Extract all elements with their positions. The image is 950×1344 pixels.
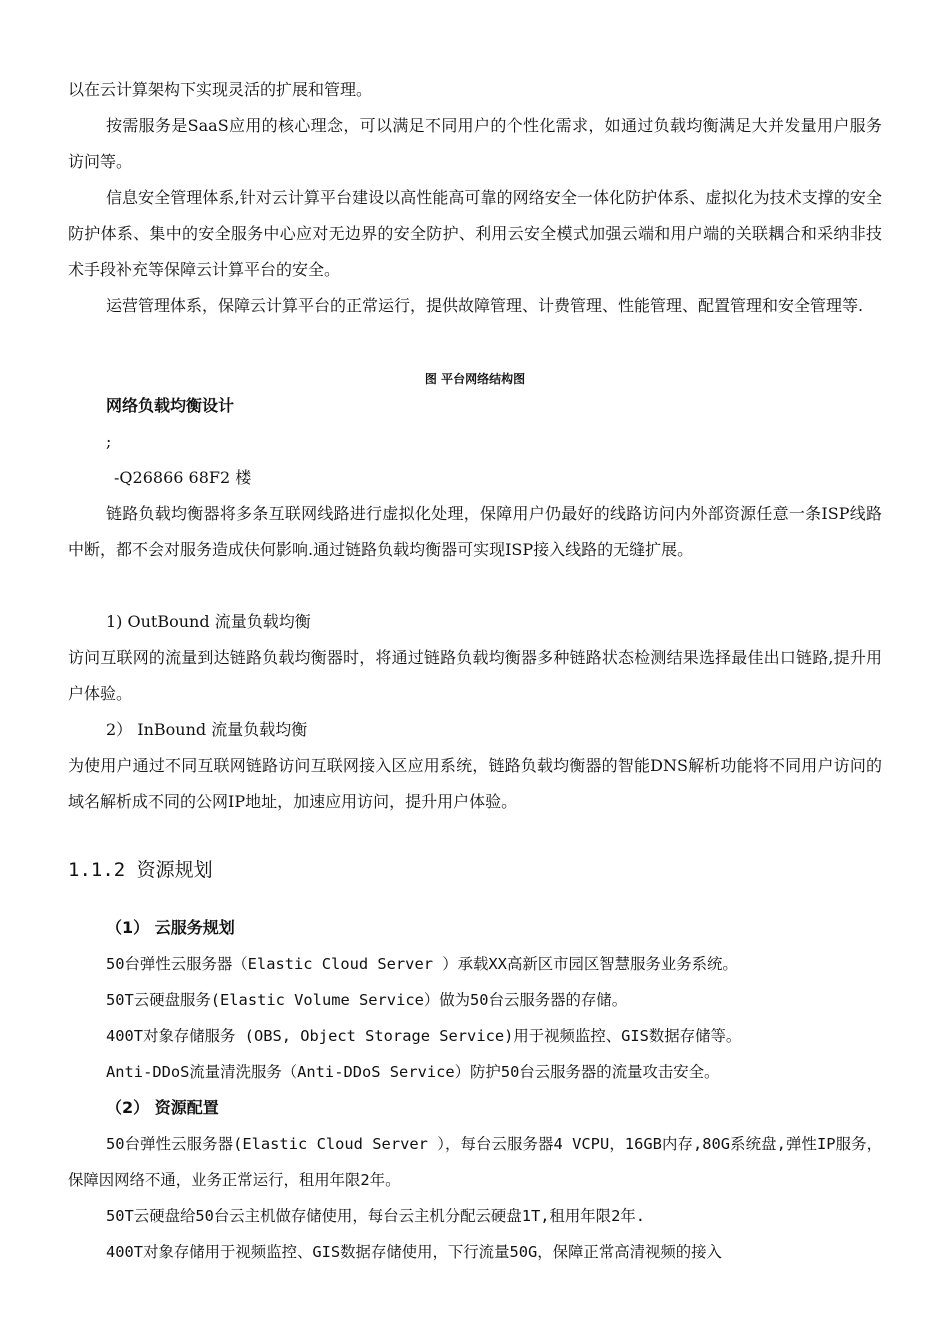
paragraph-operation-system: 运营管理体系，保障云计算平台的正常运行，提供故障管理、计费管理、性能管理、配置管理和安全管理等.: [106, 296, 864, 315]
paragraph-inbound: 为使用户通过不同互联网链路访问互联网接入区应用系统，链路负载均衡器的智能DNS解析功能将不同用户访问的域名解析成不同的公网IP地址，加速应用访问，提升用户体验。: [68, 756, 882, 811]
heading-resource-planning: 1.1.2 资源规划: [68, 859, 213, 881]
list-item-outbound: 1) OutBound 流量负载均衡: [106, 612, 311, 631]
paragraph-link-load-balancer: 链路负载均衡器将多条互联网线路进行虚拟化处理，保障用户仍最好的线路访问内外部资源任意一条ISP线路中断，都不会对服务造成伕何影响.通过链路负载均衡器可实现ISP接入线路的无缝扩展。: [68, 504, 882, 559]
code-line: -Q26866 68F2 楼: [114, 468, 252, 487]
paragraph-evs-config: 50T云硬盘给50台云主机做存储使用，每台云主机分配云硬盘1T,租用年限2年.: [106, 1207, 645, 1225]
paragraph-on-demand-service: 按需服务是SaaS应用的核心理念，可以满足不同用户的个性化需求，如通过负载均衡满足大并发量用户服务访问等。: [68, 116, 882, 171]
list-item-inbound: 2） InBound 流量负载均衡: [106, 720, 308, 739]
semicolon-line: ;: [106, 432, 112, 451]
paragraph-outbound: 访问互联网的流量到达链路负载均衡器时，将通过链路负载均衡器多种链路状态检测结果选择最佳出口链路,提升用户体验。: [68, 648, 882, 703]
figure-caption: 图 平台网络结构图: [424, 372, 526, 386]
paragraph-evs: 50T云硬盘服务(Elastic Volume Service）做为50台云服务器的存储。: [106, 991, 628, 1009]
section-heading: 网络负载均衡设计: [106, 396, 235, 415]
paragraph-obs-config: 400T对象存储用于视频监控、GIS数据存储使用，下行流量50G，保障正常高清视频的接入: [106, 1243, 722, 1261]
paragraph-security-system: 信息安全管理体系,针对云计算平台建设以高性能高可靠的网络安全一体化防护体系、虚拟化为技术支撑的安全防护体系、集中的安全服务中心应对无边界的安全防护、利用云安全模式加强云端和用户端的关联耦合和采纳非技术手段补充等保障云计算平台的安全。: [68, 188, 882, 279]
paragraph-obs: 400T对象存储服务 (OBS, Object Storage Service)用于视频监控、GIS数据存储等。: [106, 1027, 742, 1045]
paragraph-continuation: 以在云计算架构下实现灵活的扩展和管理。: [68, 80, 373, 99]
paragraph-anti-ddos: Anti-DDoS流量清洗服务（Anti-DDoS Service）防护50台云服务器的流量攻击安全。: [106, 1063, 720, 1081]
paragraph-ecs-config: 50台弹性云服务器(Elastic Cloud Server ），每台云服务器4 VCPU，16GB内存,80G系统盘,弹性IP服务，保障因网络不通，业务正常运行，租用年限2年。: [68, 1135, 882, 1189]
subheading-resource-config: （2） 资源配置: [106, 1098, 219, 1117]
paragraph-ecs: 50台弹性云服务器（Elastic Cloud Server ）承载XX高新区市园区智慧服务业务系统。: [106, 955, 738, 973]
subheading-cloud-service-planning: （1） 云服务规划: [106, 918, 235, 937]
